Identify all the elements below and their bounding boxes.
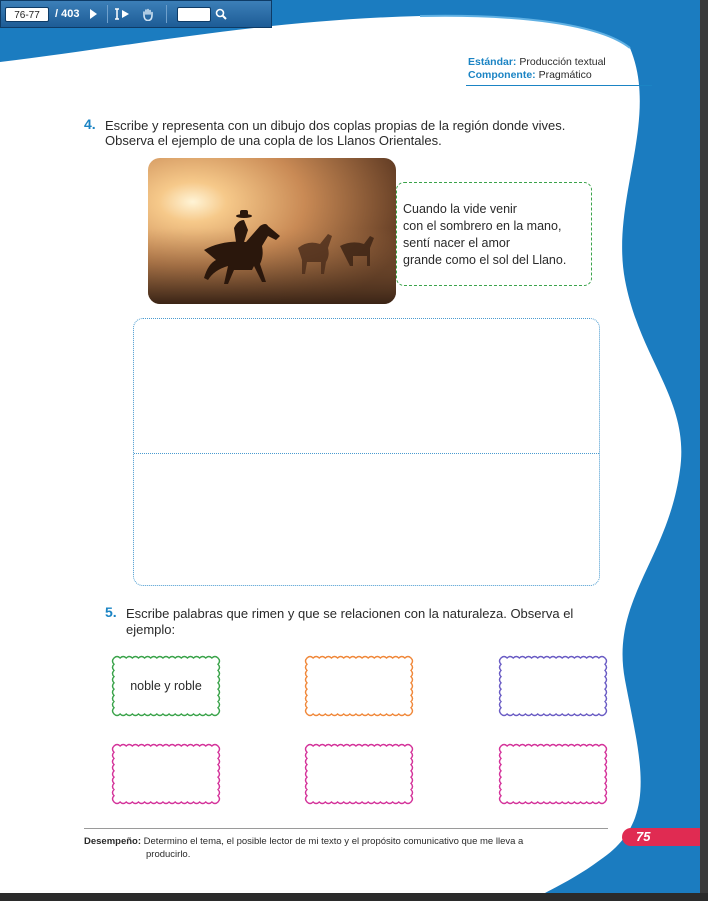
footer <box>84 835 608 861</box>
footer-text-line1: Determino el tema, el posible lector de mi texto y el propósito comunicativo que me lleva a <box>143 836 524 847</box>
copla-line: Cuando la vide venir <box>403 202 517 216</box>
llanero-horse-photo <box>148 158 396 304</box>
header-rule <box>466 85 652 86</box>
exercise-5-instruction-line1: Escribe palabras que rimen y que se relacionen con la naturaleza. Observa el <box>126 606 574 621</box>
toolbar-divider <box>166 5 167 23</box>
exercise-4-number: 4. <box>84 116 96 132</box>
drawing-area-divider <box>134 453 599 454</box>
text-select-icon[interactable] <box>114 6 130 22</box>
toolbar-divider <box>107 5 108 23</box>
drawing-area[interactable] <box>133 318 600 586</box>
page-total-label: / 403 <box>55 8 80 20</box>
copla-line: grande como el sol del Llano. <box>403 253 567 267</box>
standard-label: Estándar: <box>468 56 517 68</box>
exercise-5-number: 5. <box>105 604 117 620</box>
footer-rule <box>84 828 608 829</box>
rhyme-box[interactable] <box>110 654 222 718</box>
component-label: Componente: <box>468 69 536 81</box>
copla-line: sentí nacer el amor <box>403 236 510 250</box>
copla-line: con el sombrero en la mano, <box>403 219 562 233</box>
component-value: Pragmático <box>538 69 592 81</box>
rhyme-box-text <box>497 742 609 806</box>
search-icon[interactable] <box>213 6 229 22</box>
viewer-bottom-edge <box>0 893 708 901</box>
exercise-4-instruction-line1: Escribe y representa con un dibujo dos coplas propias de la región donde vives. <box>105 118 566 133</box>
rhyme-box-text <box>303 654 415 718</box>
rhyme-box[interactable] <box>303 654 415 718</box>
rhyme-box-text <box>497 654 609 718</box>
hand-pan-icon[interactable] <box>140 6 156 22</box>
page-number-input[interactable]: 76-77 <box>5 7 49 22</box>
exercise-4-instruction-line2: Observa el ejemplo de una copla de los Llanos Orientales. <box>105 133 442 148</box>
search-input[interactable] <box>177 7 211 22</box>
page-number-tab: 75 <box>622 828 700 846</box>
rhyme-box-text <box>303 742 415 806</box>
rhyme-box-text: noble y roble <box>130 679 202 693</box>
footer-label: Desempeño: <box>84 836 142 847</box>
standard-block <box>468 56 606 82</box>
footer-text-line2: producirlo. <box>146 849 191 860</box>
next-page-icon[interactable] <box>85 6 101 22</box>
viewer-toolbar <box>0 0 272 28</box>
exercise-5-instruction-line2: ejemplo: <box>126 622 176 637</box>
copla-example-box <box>396 182 592 286</box>
rhyme-box[interactable] <box>303 742 415 806</box>
rhyme-box[interactable] <box>497 654 609 718</box>
rhyme-box[interactable] <box>110 742 222 806</box>
rhyme-box-text <box>110 742 222 806</box>
standard-value: Producción textual <box>519 56 606 68</box>
rhyme-box[interactable] <box>497 742 609 806</box>
viewer-right-edge <box>700 0 708 901</box>
